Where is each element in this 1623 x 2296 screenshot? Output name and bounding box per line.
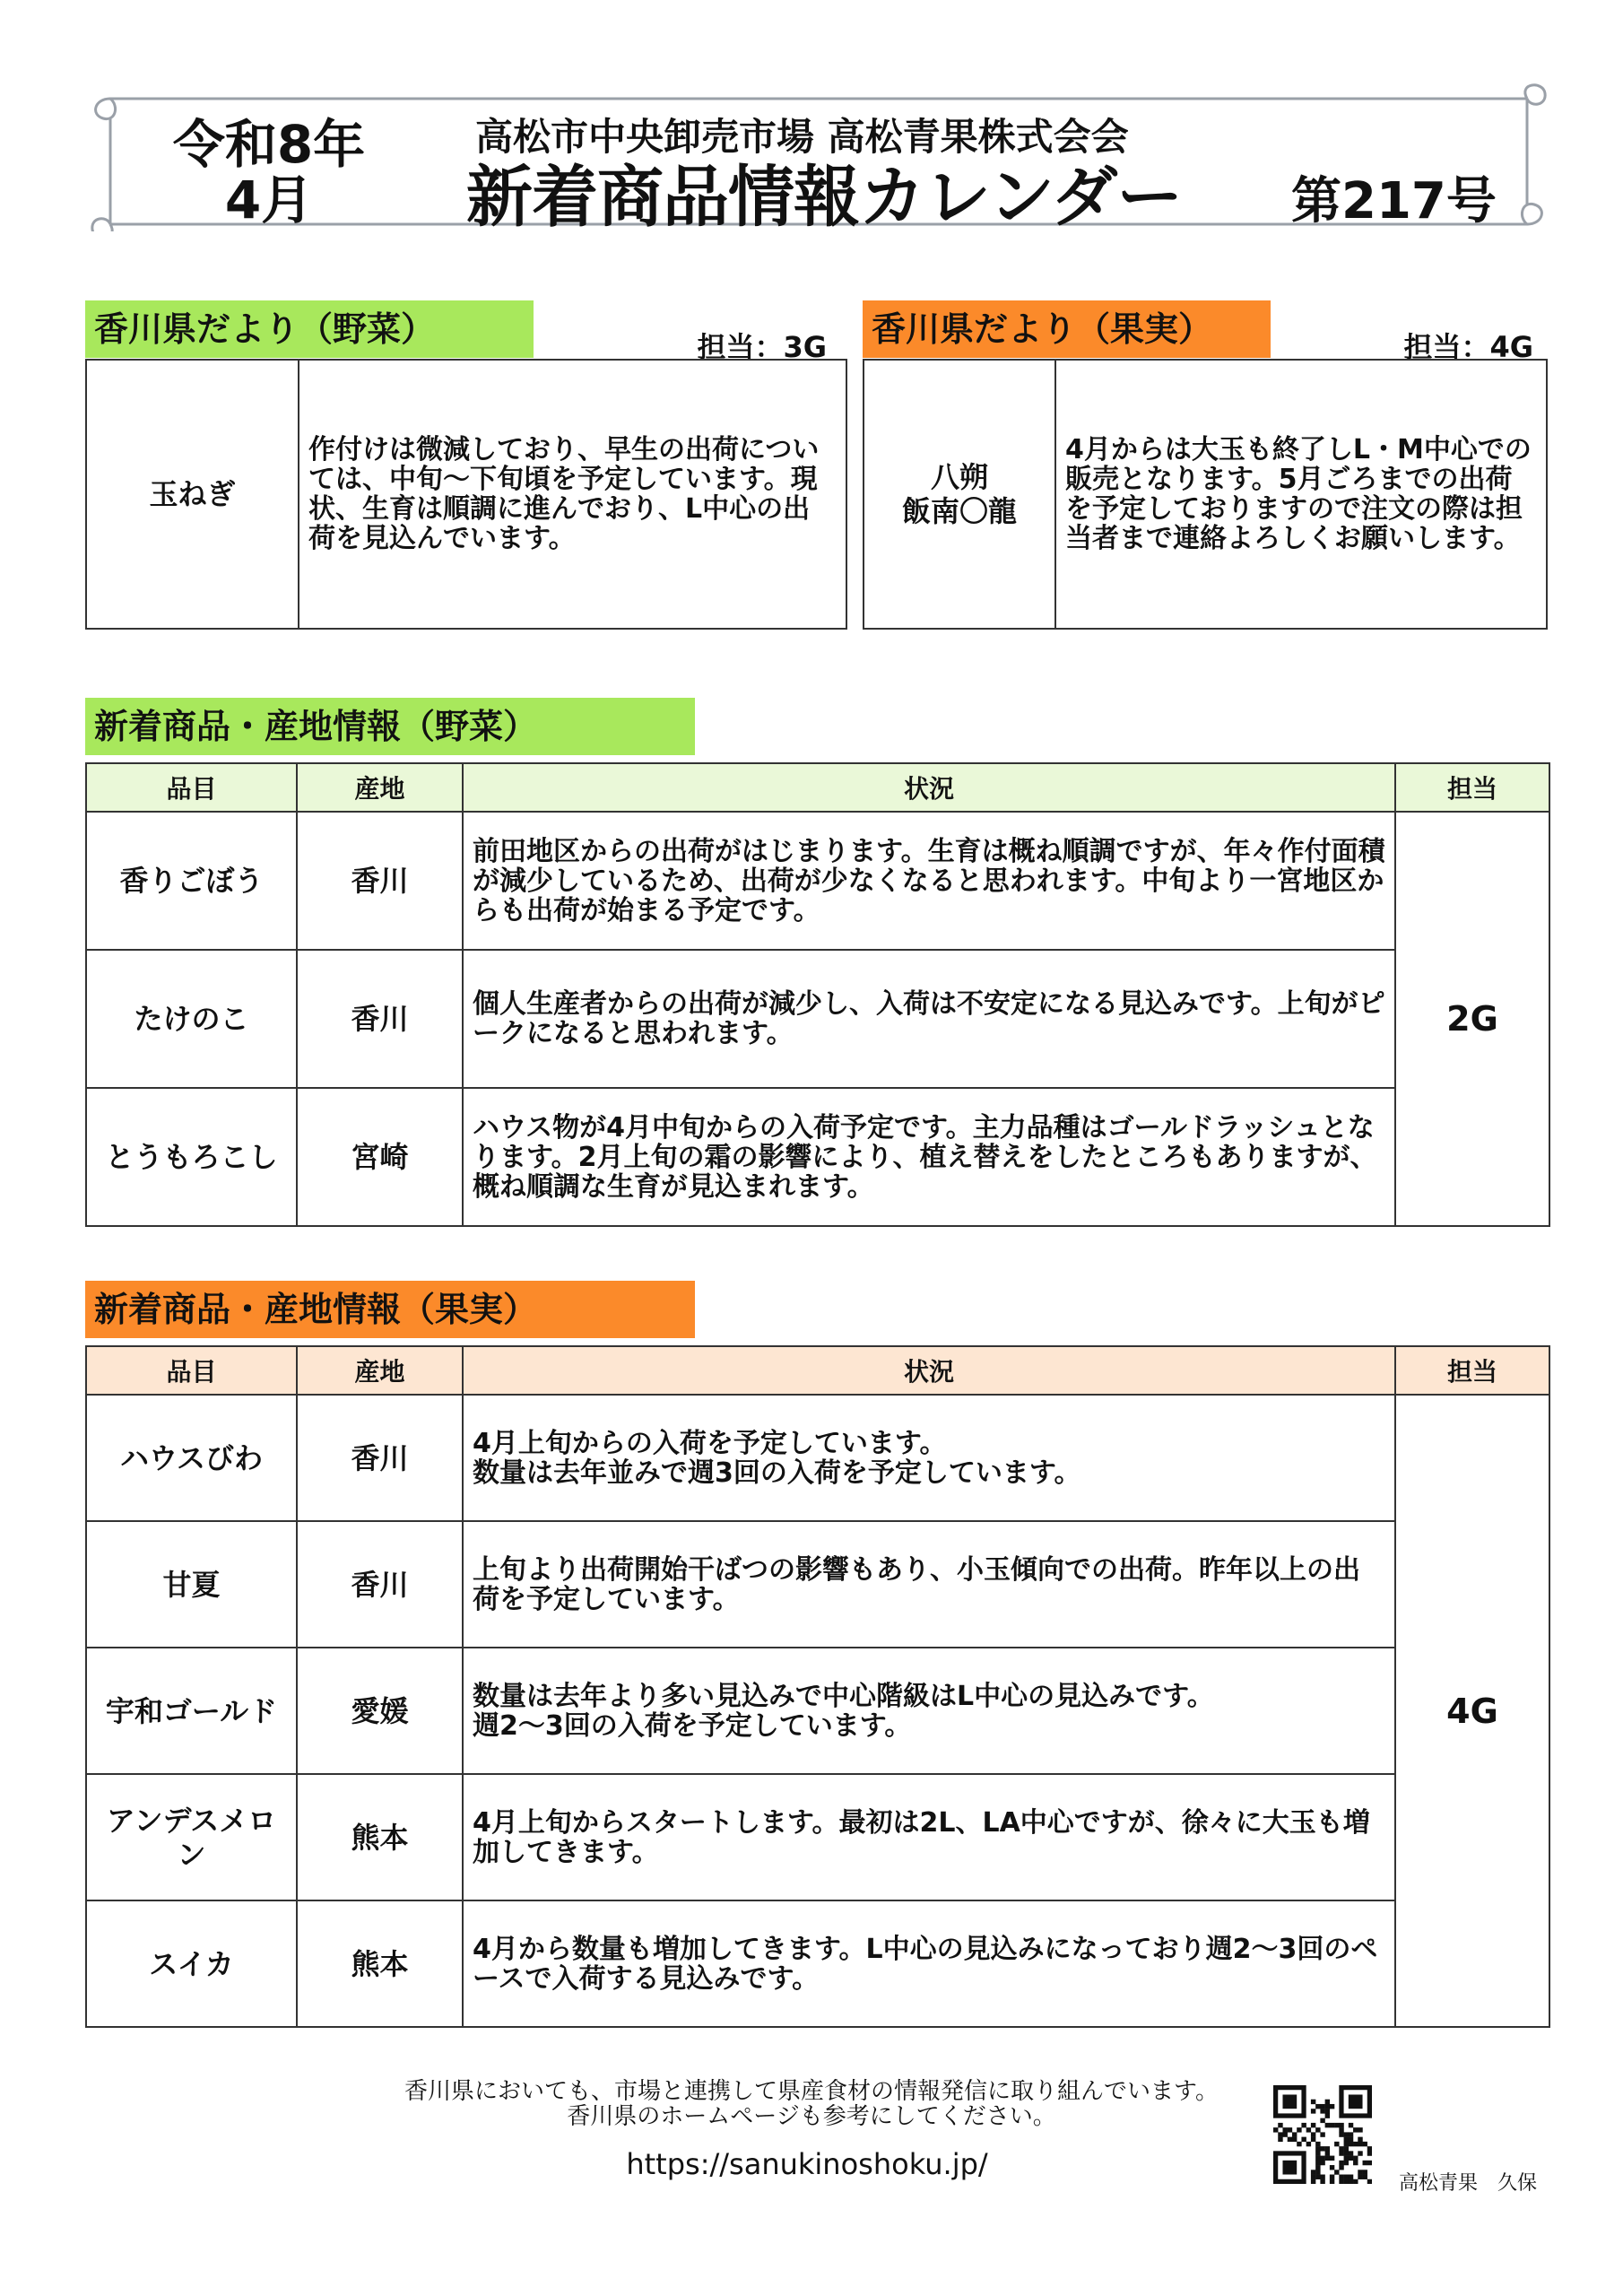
column-header-item: 品目	[86, 1346, 297, 1395]
table-row	[86, 812, 1549, 950]
vegetables-heading: 新着商品・産地情報（野菜）	[85, 698, 695, 755]
row-origin: 宮崎	[297, 1088, 463, 1226]
kagawa-vegetable-item: 玉ねぎ	[87, 361, 299, 628]
fruits-header-row	[86, 1346, 1549, 1395]
kagawa-fruit-item	[864, 361, 1056, 628]
row-status: 前田地区からの出荷がはじまります。生育は概ね順調ですが、年々作付面積が減少しているため、出荷が少なくなると思われます。中旬より一宮地区からも出荷が始まる予定です。	[463, 812, 1395, 950]
vegetables-table	[85, 762, 1550, 1227]
row-origin: 香川	[297, 1521, 463, 1648]
fruits-table	[85, 1345, 1550, 2028]
kagawa-vegetable-box	[85, 359, 847, 630]
kagawa-fruit-heading: 香川県だより（果実）	[863, 300, 1271, 358]
row-item: 宇和ゴールド	[86, 1648, 297, 1774]
fruits-tanto: 4G	[1395, 1395, 1549, 2027]
row-status: 個人生産者からの出荷が減少し、入荷は不安定になる見込みです。上旬がピークになると思われます。	[463, 950, 1395, 1088]
column-header-item: 品目	[86, 763, 297, 812]
table-row	[86, 1900, 1549, 2027]
table-row	[86, 1774, 1549, 1900]
header-year: 令和8年	[172, 114, 366, 175]
footer-note	[296, 2079, 1327, 2129]
table-row	[86, 1521, 1549, 1648]
row-item: アンデスメロン	[86, 1774, 297, 1900]
kagawa-fruit-item-line2: 飯南〇龍	[901, 494, 1017, 528]
vegetables-tanto: 2G	[1395, 812, 1549, 1226]
row-status: 数量は去年より多い見込みで中心階級はL中心の見込みです。 週2～3回の入荷を予定しています。	[463, 1648, 1395, 1774]
row-origin: 香川	[297, 950, 463, 1088]
header-date	[152, 114, 386, 230]
footer-line2: 香川県のホームページも参考にしてください。	[567, 2103, 1056, 2130]
column-header-status: 状況	[463, 1346, 1395, 1395]
column-header-status: 状況	[463, 763, 1395, 812]
table-row	[86, 1395, 1549, 1521]
qr-code-graphic	[1273, 2085, 1372, 2184]
footer-line1: 香川県においても、市場と連携して県産食材の情報発信に取り組んでいます。	[404, 2078, 1219, 2105]
kagawa-vegetable-heading: 香川県だより（野菜）	[85, 300, 534, 358]
row-status: 上旬より出荷開始干ばつの影響もあり、小玉傾向での出荷。昨年以上の出荷を予定しています。	[463, 1521, 1395, 1648]
row-origin: 熊本	[297, 1774, 463, 1900]
kagawa-fruit-tanto: 担当：4G	[1403, 330, 1533, 364]
row-item: とうもろこし	[86, 1088, 297, 1226]
row-item: たけのこ	[86, 950, 297, 1088]
row-origin: 香川	[297, 812, 463, 950]
kagawa-fruit-text: 4月からは大玉も終了しL・M中心での販売となります。5月ごろまでの出荷を予定しておりますので注文の際は担当者まで連絡よろしくお願いします。	[1065, 434, 1532, 554]
kagawa-vegetable-tanto: 担当：3G	[697, 330, 827, 364]
row-origin: 香川	[297, 1395, 463, 1521]
table-row	[86, 950, 1549, 1088]
row-item: 甘夏	[86, 1521, 297, 1648]
page-title: 新着商品情報カレンダー	[466, 159, 1183, 236]
row-origin: 愛媛	[297, 1648, 463, 1774]
column-header-tanto: 担当	[1395, 1346, 1549, 1395]
row-status: 4月上旬からスタートします。最初は2L、LA中心ですが、徐々に大玉も増加してきます。	[463, 1774, 1395, 1900]
row-item: ハウスびわ	[86, 1395, 297, 1521]
column-header-tanto: 担当	[1395, 763, 1549, 812]
column-header-origin: 産地	[297, 1346, 463, 1395]
vegetables-header-row	[86, 763, 1549, 812]
kagawa-vegetable-text: 作付けは微減しており、早生の出荷については、中旬～下旬頃を予定しています。現状、生育は順調に進んでおり、L中心の出荷を見込んでいます。	[308, 434, 820, 554]
table-row	[86, 1088, 1549, 1226]
issue-number: 第217号	[1291, 172, 1497, 230]
row-origin: 熊本	[297, 1900, 463, 2027]
column-header-origin: 産地	[297, 763, 463, 812]
footer-signature: 高松青果 久保	[1399, 2172, 1538, 2195]
kagawa-fruit-box	[863, 359, 1548, 630]
qr-code-icon[interactable]	[1273, 2085, 1372, 2184]
fruits-heading: 新着商品・産地情報（果実）	[85, 1281, 695, 1338]
header-month: 4月	[224, 170, 314, 230]
row-status: ハウス物が4月中旬からの入荷予定です。主力品種はゴールドラッシュとなります。2月上旬の霜の影響により、植え替えをしたところもありますが、概ね順調な生育が見込まれます。	[463, 1088, 1395, 1226]
kagawa-fruit-item-line1: 八朔	[930, 460, 988, 494]
row-status: 4月上旬からの入荷を予定しています。 数量は去年並みで週3回の入荷を予定しています。	[463, 1395, 1395, 1521]
header-organization: 高松市中央卸売市場 高松青果株式会会	[475, 115, 1129, 159]
row-item: 香りごぼう	[86, 812, 297, 950]
table-row	[86, 1648, 1549, 1774]
row-status: 4月から数量も増加してきます。L中心の見込みになっており週2～3回のペースで入荷する見込みです。	[463, 1900, 1395, 2027]
footer-url-link[interactable]: https://sanukinoshoku.jp/	[626, 2147, 988, 2181]
row-item: スイカ	[86, 1900, 297, 2027]
